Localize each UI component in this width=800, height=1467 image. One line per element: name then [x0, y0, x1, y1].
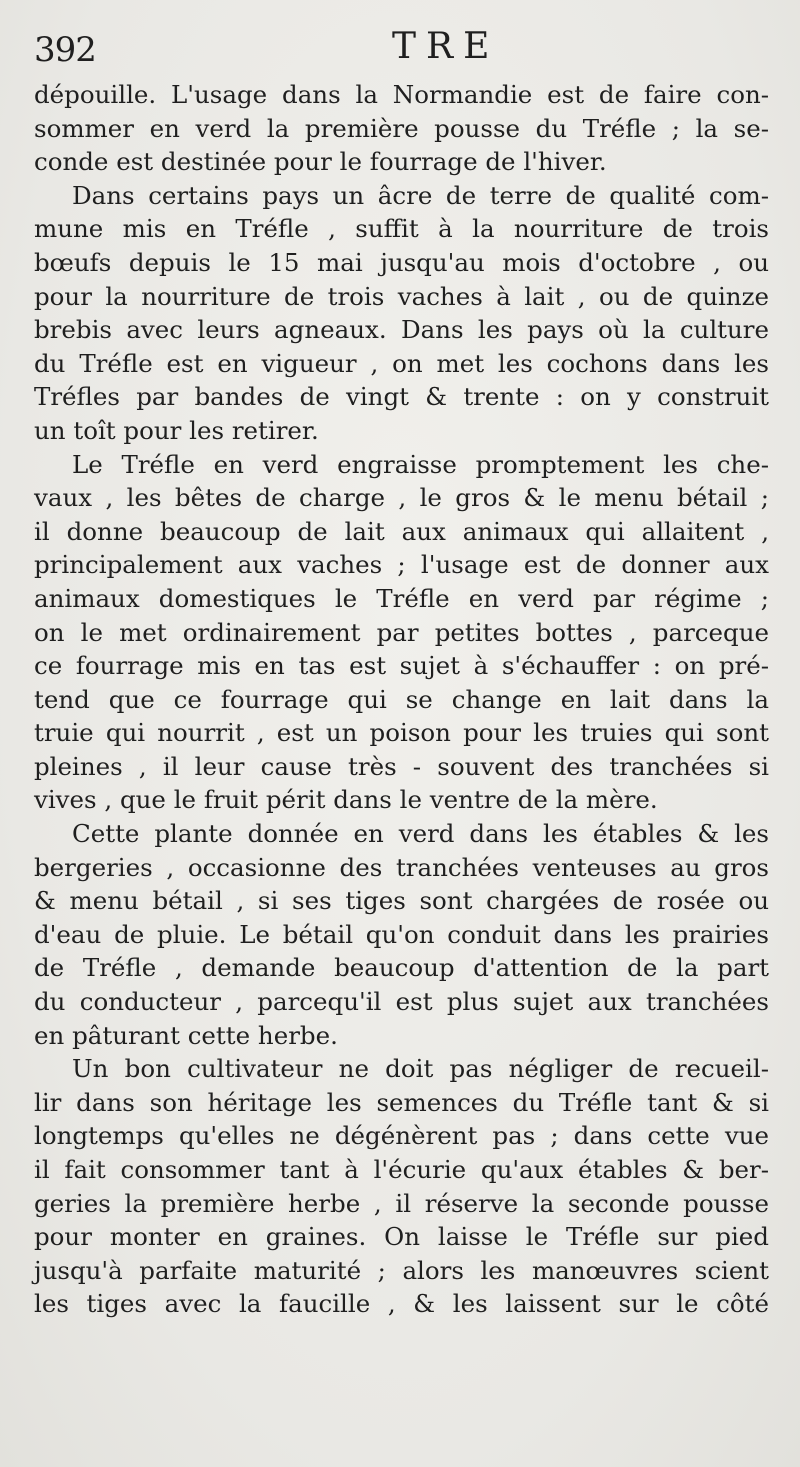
text-line: lir dans son héritage les semences du Tréfle tant & si	[34, 1087, 769, 1117]
text-line: ce fourrage mis en tas est sujet à s'échauffer : on pré-	[34, 651, 769, 681]
paragraph-5	[34, 1052, 769, 1321]
text-line: tend que ce fourrage qui se change en lait dans la	[34, 684, 769, 714]
text-line: conde est destinée pour le fourrage de l'hiver.	[34, 147, 607, 177]
text-line: & menu bétail , si ses tiges sont chargées de rosée ou	[34, 886, 769, 916]
text-line: il donne beaucoup de lait aux animaux qui allaitent ,	[34, 516, 769, 546]
text-line: bœufs depuis le 15 mai jusqu'au mois d'octobre , ou	[34, 247, 769, 277]
text-line: jusqu'à parfaite maturité ; alors les manœuvres scient	[34, 1255, 769, 1285]
text-line: pour la nourriture de trois vaches à lait , ou de quinze	[34, 281, 769, 311]
text-line: sommer en verd la première pousse du Tréfle ; la se-	[34, 113, 769, 143]
text-line: Un bon cultivateur ne doit pas négliger de recueil-	[72, 1054, 769, 1084]
text-line: d'eau de pluie. Le bétail qu'on conduit dans les prairies	[34, 919, 769, 949]
text-line: dépouille. L'usage dans la Normandie est de faire con-	[34, 80, 769, 109]
text-line: longtemps qu'elles ne dégénèrent pas ; dans cette vue	[34, 1121, 769, 1151]
text-line: truie qui nourrit , est un poison pour les truies qui sont	[34, 718, 769, 748]
body-text	[34, 78, 769, 1321]
text-line: il fait consommer tant à l'écurie qu'aux étables & ber-	[34, 1155, 769, 1184]
text-line: brebis avec leurs agneaux. Dans les pays où la culture	[34, 315, 769, 345]
text-line: de Tréfle , demande beaucoup d'attention de la part	[34, 953, 769, 983]
text-line: principalement aux vaches ; l'usage est de donner aux	[34, 550, 769, 580]
text-line: on le met ordinairement par petites bottes , parceque	[34, 617, 769, 647]
text-line: geries la première herbe , il réserve la seconde pousse	[34, 1188, 769, 1218]
text-line: bergeries , occasionne des tranchées venteuses au gros	[34, 852, 769, 882]
page-number: 392	[34, 30, 96, 70]
page-header	[34, 26, 770, 72]
text-line: Cette plante donnée en verd dans les étables & les	[72, 819, 769, 849]
text-line: du Tréfle est en vigueur , on met les cochons dans les	[34, 348, 769, 378]
text-line: du conducteur , parcequ'il est plus sujet aux tranchées	[34, 987, 769, 1017]
text-line: vaux , les bêtes de charge , le gros & le menu bétail ;	[34, 483, 769, 513]
text-line: mune mis en Tréfle , suffit à la nourriture de trois	[34, 214, 769, 244]
text-line: Tréfles par bandes de vingt & trente : on y construit	[34, 382, 769, 412]
text-line: un toît pour les retirer.	[34, 415, 319, 445]
paragraph-3	[34, 448, 769, 818]
text-line: Dans certains pays un âcre de terre de qualité com-	[72, 180, 769, 210]
text-line: pour monter en graines. On laisse le Tréfle sur pied	[34, 1222, 769, 1252]
paragraph-2	[34, 179, 769, 448]
running-head: TRE	[392, 26, 500, 67]
text-line: pleines , il leur cause très - souvent des tranchées si	[34, 751, 769, 781]
text-line: vives , que le fruit périt dans le ventre de la mère.	[34, 785, 658, 815]
text-line: les tiges avec la faucille , & les laissent sur le côté	[34, 1289, 769, 1319]
text-line: Le Tréfle en verd engraisse promptement les che-	[72, 449, 769, 479]
text-line: animaux domestiques le Tréfle en verd par régime ;	[34, 583, 769, 613]
paragraph-1	[34, 78, 769, 179]
paragraph-4	[34, 817, 769, 1052]
text-line: en pâturant cette herbe.	[34, 1020, 338, 1050]
